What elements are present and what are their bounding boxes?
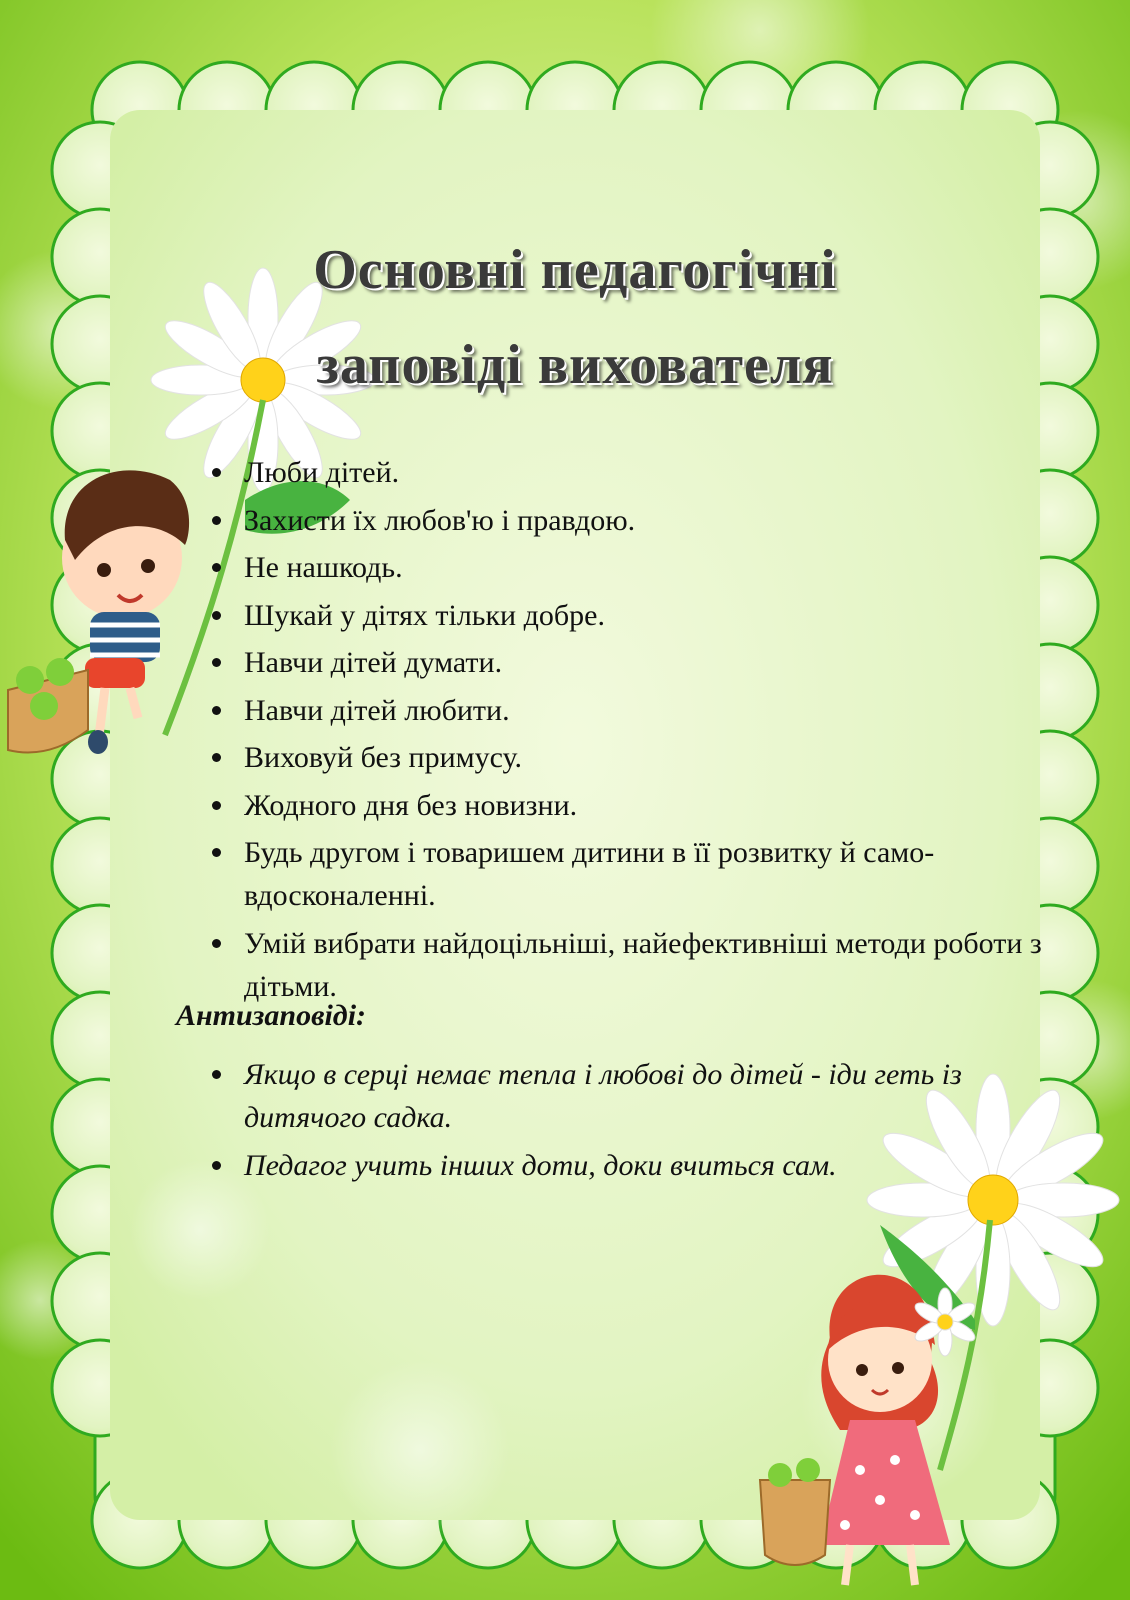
list-item: Виховуй без примусу. [212,736,1052,779]
anti-commandments-list [212,1053,1072,1192]
list-item: Навчи дітей любити. [212,689,1052,732]
list-item: Жодного дня без новизни. [212,784,1052,827]
anti-commandments-heading: Антизаповіді: [176,999,367,1032]
list-item: Не нашкодь. [212,546,1052,589]
page-title-line-1: Основні педагогічні [313,239,837,301]
list-item: Умій вибрати найдоцільніші, найефективніші методи роботи з дітьми. [212,922,1052,1008]
list-item: Будь другом і товаришем дитини в її розвитку й само-вдосконаленні. [212,831,1052,917]
list-item: Захисти їх любов'ю і правдою. [212,499,1052,542]
list-item: Навчи дітей думати. [212,641,1052,684]
list-item: Педагог учить інших доти, доки вчиться сам. [212,1144,1072,1187]
page-title-line-2: заповіді вихователя [316,334,834,396]
commandments-list [212,451,1052,1012]
list-item: Люби дітей. [212,451,1052,494]
list-item: Якщо в серці немає тепла і любові до дітей - іди геть із дитячого садка. [212,1053,1072,1139]
list-item: Шукай у дітях тільки добре. [212,594,1052,637]
